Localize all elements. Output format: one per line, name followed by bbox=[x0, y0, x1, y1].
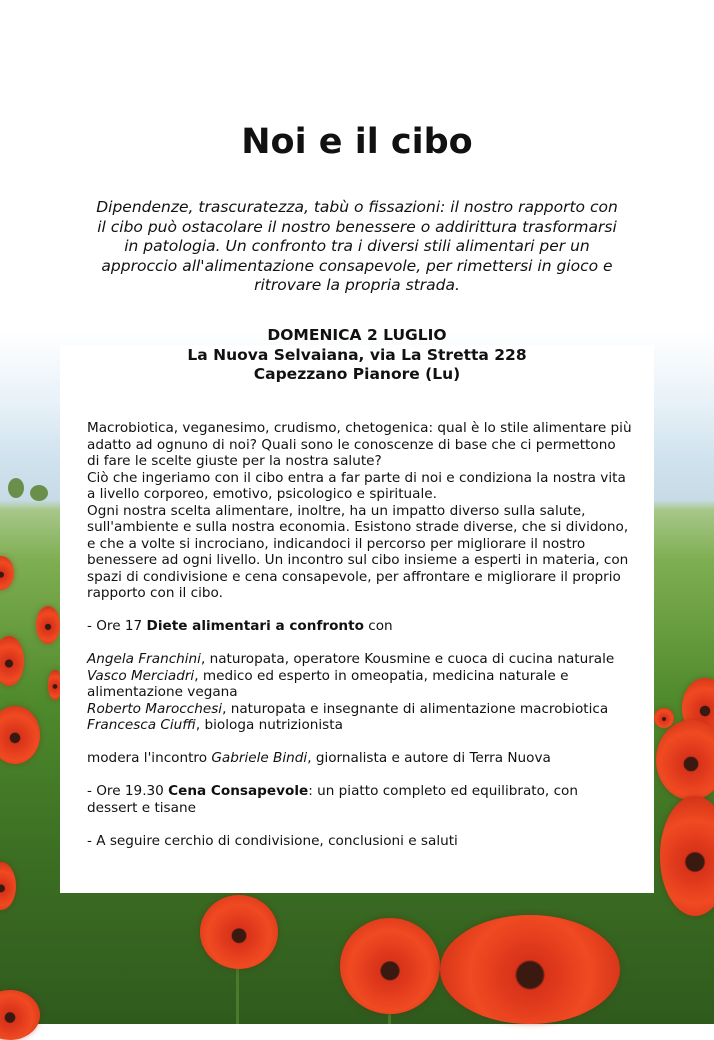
poppy-flower bbox=[440, 915, 620, 1024]
tree-decoration bbox=[30, 485, 48, 501]
moderator-name: Gabriele Bindi bbox=[211, 750, 308, 766]
event-venue: La Nuova Selvaiana, via La Stretta 228 bbox=[187, 345, 527, 364]
paragraph: Macrobiotica, veganesimo, crudismo, chetogenica: qual è lo stile alimentare più adatto ad ognuno di noi? Quali sono le conoscenze di base che ci permettono di fare le scelte giuste per la nostra salute? bbox=[87, 420, 632, 469]
poppy-flower bbox=[654, 708, 674, 728]
paragraph: Ciò che ingeriamo con il cibo entra a far parte di noi e condiziona la nostra vita a livello corporeo, emotivo, psicologico e spirituale. bbox=[87, 469, 626, 502]
poppy-flower bbox=[340, 918, 440, 1014]
session-title: Diete alimentari a confronto bbox=[146, 618, 364, 634]
speaker-name: Francesca Ciuffi bbox=[87, 717, 196, 733]
paragraph: Ogni nostra scelta alimentare, inoltre, ha un impatto diverso sulla salute, sull'ambiente e sulla nostra economia. Esistono strade diverse, che si dividono, e che a volte si incrociano, indicandoci il percorso per migliorare il nostro benessere ad ogni livello. Un incontro sul cibo insieme a esperti in materia, con spazi di condivisione e cena consapevole, per affrontare e migliorare il proprio rapporto con il cibo. bbox=[87, 502, 629, 601]
speaker-name: Vasco Merciadri bbox=[87, 667, 195, 684]
event-description bbox=[87, 420, 632, 849]
event-date: DOMENICA 2 LUGLIO bbox=[267, 326, 447, 344]
moderator-line: modera l'incontro Gabriele Bindi, giornalista e autore di Terra Nuova bbox=[87, 750, 551, 766]
intro-text: Dipendenze, trascuratezza, tabù o fissazioni: il nostro rapporto con il cibo può ostacolare il nostro benessere o addirittura trasformarsi in patologia. Un confronto tra i diversi stili alimentari per un approccio all'alimentazione consapevole, per rimettersi in gioco e ritrovare la propria strada. bbox=[96, 198, 618, 294]
speaker-name: Roberto Marocchesi bbox=[87, 700, 223, 717]
event-info bbox=[0, 326, 714, 385]
poppy-stem bbox=[236, 960, 239, 1024]
schedule-item-closing: - A seguire cerchio di condivisione, conclusioni e saluti bbox=[87, 832, 458, 849]
session-title: Cena Consapevole bbox=[168, 783, 309, 799]
poppy-flower bbox=[200, 895, 278, 969]
speaker-name: Angela Franchini bbox=[87, 651, 201, 667]
page-title: Noi e il cibo bbox=[241, 122, 473, 162]
schedule-item-dinner: - Ore 19.30 Cena Consapevole: un piatto completo ed equilibrato, con dessert e tisane bbox=[87, 783, 578, 816]
tree-decoration bbox=[8, 478, 24, 498]
speaker-item: Vasco Merciadri, medico ed esperto in omeopatia, medicina naturale e alimentazione vegana bbox=[87, 667, 569, 700]
speaker-item: Angela Franchini, naturopata, operatore Kousmine e cuoca di cucina naturale bbox=[87, 651, 615, 667]
schedule-item-diets: - Ore 17 Diete alimentari a confronto con bbox=[87, 618, 393, 634]
speaker-item: Roberto Marocchesi, naturopata e insegnante di alimentazione macrobiotica bbox=[87, 700, 609, 717]
speaker-item: Francesca Ciuffi, biologa nutrizionista bbox=[87, 717, 343, 733]
event-town: Capezzano Pianore (Lu) bbox=[253, 365, 461, 383]
poppy-flower bbox=[36, 606, 60, 644]
